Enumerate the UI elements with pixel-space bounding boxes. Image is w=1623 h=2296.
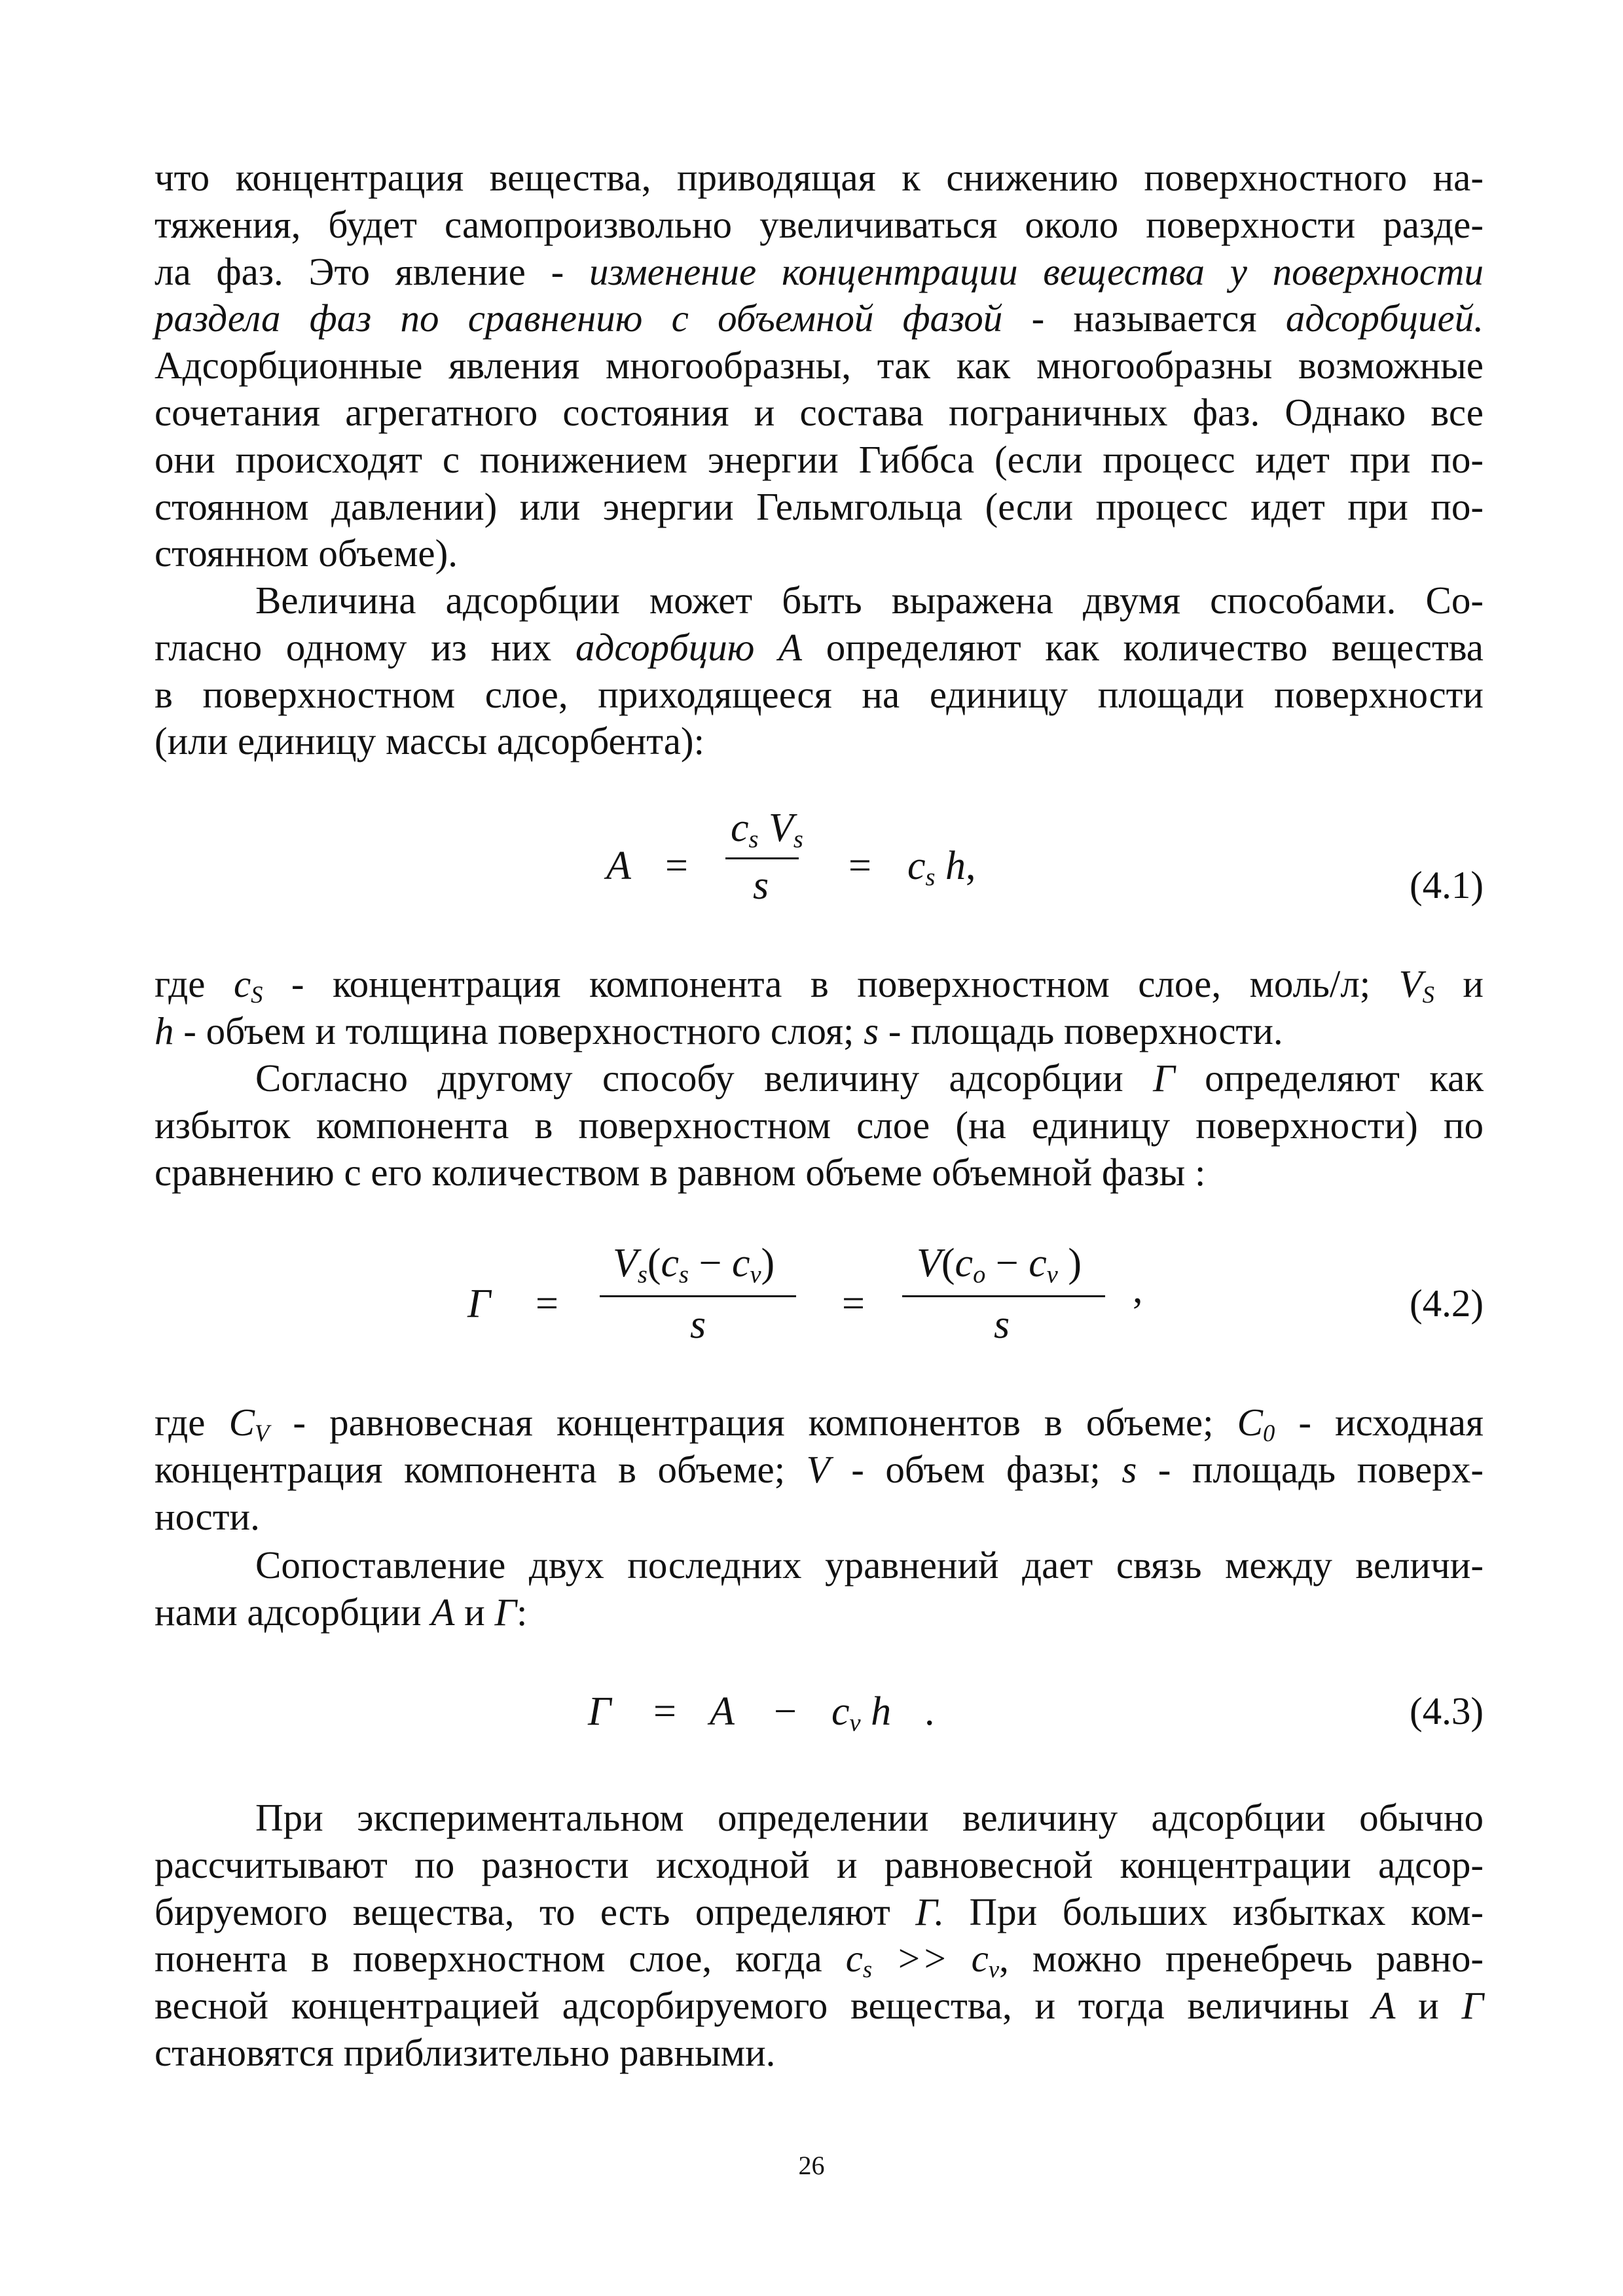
formula-equals: = — [848, 844, 871, 888]
formula-term-cvh — [831, 1689, 891, 1735]
subscript: S — [251, 981, 263, 1009]
fraction-bar — [600, 1295, 796, 1297]
equation-number: (4.1) — [1409, 863, 1484, 906]
symbol-c: c — [731, 806, 749, 850]
text-line — [155, 295, 1484, 342]
text-line: в поверхностном слое, приходящееся на единицу площади поверхности — [155, 672, 1484, 716]
subscript: o — [973, 1261, 986, 1289]
text-run: - концентрация компонента в поверхностном слое, моль/л; — [263, 962, 1399, 1005]
equation-number: (4.3) — [1409, 1689, 1484, 1732]
symbol-gamma: Г. — [915, 1890, 945, 1933]
symbol-c: c — [831, 1689, 850, 1734]
minus-sign: − — [699, 1241, 722, 1285]
subscript: s — [637, 1261, 647, 1289]
formula-4-3 — [155, 1689, 1484, 1748]
paragraph-1 — [155, 154, 1484, 577]
symbol-c: c — [955, 1241, 974, 1285]
subscript: s — [862, 1956, 873, 1983]
symbol-c0 — [1237, 1401, 1275, 1447]
page-number: 26 — [798, 2151, 825, 2180]
text-line: рассчитывают по разности исходной и равновесной концентрации адсор- — [155, 1842, 1484, 1886]
paragraph-5 — [155, 1399, 1484, 1540]
symbol-c: c — [661, 1241, 680, 1285]
text-line: стоянном давлении) или энергии Гельмгольца (если процесс идет при по- — [155, 484, 1484, 528]
emphasis-definition: раздела фаз по сравнению с объемной фазой — [155, 296, 1003, 340]
symbol-c: c — [1029, 1241, 1047, 1285]
subscript: v — [750, 1261, 761, 1289]
symbol-v: V — [1398, 962, 1423, 1005]
text-line: сравнению с его количеством в равном объеме объемной фазы : — [155, 1150, 1206, 1194]
symbol-h: h — [155, 1009, 174, 1052]
subscript: s — [925, 863, 936, 891]
formula-lhs: Г — [588, 1689, 611, 1734]
text-run: нами адсорбции — [155, 1590, 431, 1634]
text-line: Сопоставление двух последних уравнений дает связь между величи- — [255, 1543, 1484, 1587]
text-line — [155, 624, 1484, 672]
subscript: s — [679, 1261, 689, 1289]
text-line: стоянном объеме). — [155, 531, 458, 575]
text-line: тяжения, будет самопроизвольно увеличиваться около поверхности разде- — [155, 202, 1484, 246]
formula-comma: , — [965, 844, 976, 888]
symbol-v: V — [917, 1241, 941, 1285]
text-line: становятся приблизительно равными. — [155, 2030, 776, 2074]
text-run: и — [1434, 962, 1484, 1005]
symbol-a: А — [1372, 1984, 1396, 2028]
symbol-v: V — [768, 806, 793, 850]
symbol-gamma: Г — [1461, 1984, 1484, 2028]
text-line: что концентрация вещества, приводящая к снижению поверхностного на- — [155, 156, 1484, 199]
term-adsorption: адсорбцией. — [1285, 296, 1484, 340]
text-line — [155, 1982, 1484, 2030]
minus-sign: − — [995, 1241, 1019, 1285]
text-run: - называется — [1002, 296, 1286, 340]
text-line: они происходят с понижением энергии Гиббса (если процесс идет при по- — [155, 437, 1484, 481]
paragraph-6 — [155, 1542, 1484, 1636]
text-run: определяют как — [1175, 1056, 1484, 1100]
fraction-bar — [725, 857, 799, 859]
subscript: V — [254, 1420, 270, 1447]
formula-equals: = — [536, 1282, 558, 1326]
paren-open: ( — [941, 1241, 955, 1285]
text-run: - площадь поверх- — [1137, 1447, 1484, 1491]
symbol-c: c — [233, 962, 251, 1005]
formula-numerator-2 — [917, 1240, 1082, 1287]
symbol-vs — [1398, 962, 1434, 1009]
formula-dot: . — [924, 1689, 935, 1734]
formula-numerator — [731, 805, 803, 852]
text-line — [155, 1889, 1484, 1936]
paragraph-3 — [155, 961, 1484, 1055]
paren-open: ( — [647, 1241, 661, 1285]
text-line: сочетания агрегатного состояния и состава пограничных фаз. Однако все — [155, 390, 1484, 434]
formula-lhs: A — [606, 844, 631, 888]
symbol-c: C — [1237, 1401, 1263, 1444]
formula-numerator-1 — [613, 1240, 775, 1287]
symbol-c: C — [228, 1401, 255, 1444]
symbol-s: s — [1122, 1447, 1137, 1491]
text-run: : — [517, 1590, 528, 1634]
text-run: При больших избытках ком- — [944, 1890, 1484, 1933]
text-line: Адсорбционные явления многообразны, так как многообразны возможные — [155, 344, 1484, 387]
symbol-a: A — [710, 1689, 735, 1734]
text-run: Согласно другому способу величину адсорбции — [255, 1056, 1154, 1100]
subscript: v — [849, 1709, 861, 1737]
subscript: s — [793, 825, 803, 853]
symbol-c: c — [731, 1241, 750, 1285]
text-run: ла фаз. Это явление - — [155, 249, 589, 293]
formula-equals: = — [653, 1689, 676, 1734]
text-run: - объем и толщина поверхностного слоя; — [173, 1009, 864, 1052]
fraction-bar — [902, 1295, 1105, 1297]
text-line: (или единицу массы адсорбента): — [155, 719, 704, 763]
text-run: и — [1395, 1984, 1462, 2028]
minus-sign: − — [774, 1689, 797, 1734]
formula-equals: = — [665, 844, 688, 888]
formula-denominator: s — [753, 863, 769, 908]
text-run: и — [454, 1590, 495, 1634]
formula-4-1 — [155, 805, 1484, 929]
text-run: где — [155, 1401, 229, 1444]
symbol-cs — [845, 1937, 873, 1983]
emphasis-definition: изменение концентрации вещества у поверхности — [589, 249, 1484, 293]
symbol-c: c — [907, 844, 926, 888]
symbol-h: h — [871, 1689, 892, 1734]
paren-close: ) — [1068, 1241, 1082, 1285]
formula-equals: = — [842, 1282, 865, 1326]
subscript: 0 — [1262, 1420, 1275, 1447]
text-line — [155, 1399, 1484, 1446]
text-run: понента в поверхностном слое, когда — [155, 1937, 846, 1981]
formula-lhs: Г — [467, 1282, 491, 1326]
text-run: бируемого вещества, то есть определяют — [155, 1890, 916, 1933]
paragraph-7 — [155, 1795, 1484, 2077]
text-line — [155, 1589, 1484, 1636]
symbol-c: c — [971, 1937, 989, 1981]
text-run: - равновесная концентрация компонентов в объеме; — [269, 1401, 1237, 1444]
formula-comma: , — [1133, 1267, 1143, 1312]
subscript: v — [988, 1956, 1000, 1983]
text-run: - площадь поверхности. — [879, 1009, 1283, 1052]
text-run: где — [155, 962, 234, 1005]
text-run: концентрация компонента в объеме; — [155, 1447, 807, 1491]
symbol-cv — [971, 1937, 1000, 1983]
text-run: - исходная — [1275, 1401, 1484, 1444]
text-run: определяют как количество вещества — [802, 625, 1484, 669]
symbol-v: V — [613, 1241, 638, 1285]
symbol-v: V — [806, 1447, 830, 1491]
paragraph-4 — [155, 1055, 1484, 1196]
text-line — [155, 1008, 1484, 1055]
text-line — [155, 1446, 1484, 1494]
formula-rhs — [907, 843, 976, 889]
formula-4-2 — [155, 1240, 1484, 1371]
paragraph-2 — [155, 577, 1484, 765]
symbol-h: h — [945, 844, 966, 888]
text-line — [155, 1055, 1484, 1102]
text-line: Величина адсорбции может быть выражена двумя способами. Со- — [255, 579, 1484, 622]
term-adsorption-a: адсорбцию А — [575, 625, 803, 669]
formula-denominator-2: s — [994, 1302, 1010, 1347]
symbol-cv — [228, 1401, 270, 1447]
paren-close: ) — [761, 1241, 775, 1285]
text-run: гласно одному из них — [155, 625, 575, 669]
text-line: ности. — [155, 1494, 260, 1538]
much-greater-sign: >> — [872, 1937, 972, 1981]
symbol-gamma: Г — [494, 1590, 517, 1634]
symbol-c: c — [845, 1937, 863, 1981]
symbol-a: А — [431, 1590, 455, 1634]
subscript: S — [1422, 981, 1434, 1009]
equation-number: (4.2) — [1409, 1282, 1484, 1325]
text-run: весной концентрацией адсорбируемого вещества, и тогда величины — [155, 1984, 1372, 2028]
text-line: При экспериментальном определении величину адсорбции обычно — [255, 1796, 1484, 1839]
symbol-gamma: Г — [1153, 1056, 1175, 1100]
text-run: , можно пренебречь равно- — [999, 1937, 1484, 1981]
formula-denominator-1: s — [690, 1302, 706, 1347]
symbol-cs — [233, 962, 263, 1009]
text-run: - объем фазы; — [830, 1447, 1122, 1491]
text-line — [155, 249, 1484, 296]
text-line — [155, 1935, 1484, 1982]
subscript: v — [1046, 1261, 1058, 1289]
subscript: s — [748, 825, 759, 853]
text-line: избыток компонента в поверхностном слое (на единицу поверхности) по — [155, 1103, 1484, 1147]
text-line — [155, 961, 1484, 1008]
symbol-s: s — [864, 1009, 879, 1052]
